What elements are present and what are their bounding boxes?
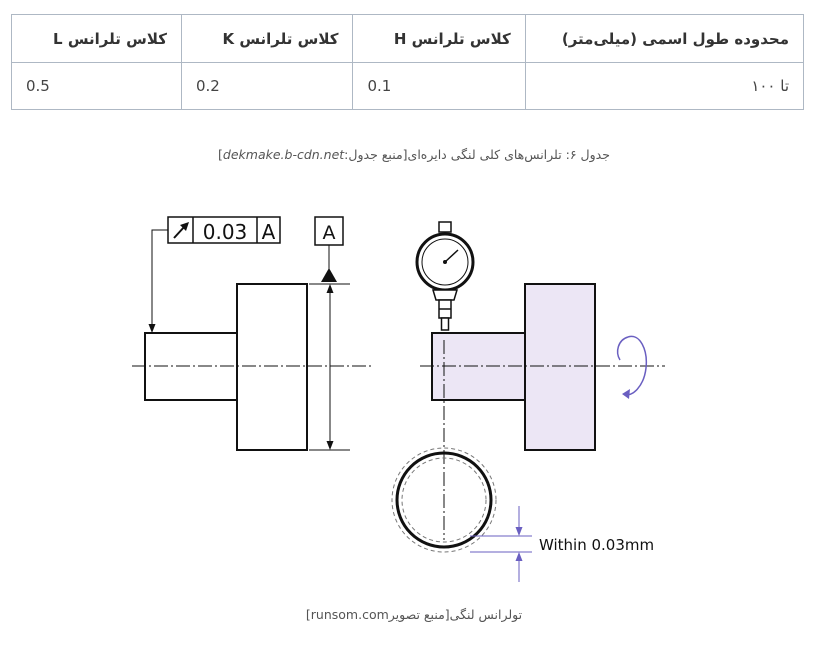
table-caption-end: ] — [218, 147, 223, 162]
fcf-datum: A — [261, 220, 276, 244]
drawing-part-right — [432, 284, 595, 450]
datum-triangle-icon — [321, 268, 337, 282]
cell-class-k: 0.2 — [181, 63, 353, 110]
table-caption-source: dekmake.b-cdn.net — [222, 147, 345, 162]
cell-nominal-length: تا ۱۰۰ — [525, 63, 803, 110]
within-label: Within 0.03mm — [539, 536, 655, 554]
dimension-arrow — [327, 284, 334, 450]
leader-line — [149, 230, 169, 333]
cell-class-h: 0.1 — [353, 63, 525, 110]
header-class-k: کلاس تلرانس K — [181, 15, 353, 63]
header-class-l: کلاس تلرانس L — [12, 15, 182, 63]
datum-label: A — [322, 222, 336, 244]
header-nominal-length: محدوده طول اسمی (میلی‌متر) — [525, 15, 803, 63]
table-header-row — [12, 15, 804, 63]
table-caption-text: جدول ۶: تلرانس‌های کلی لنگی دایره‌ای[منبع جدول: — [344, 147, 610, 162]
fcf-value: 0.03 — [202, 220, 248, 244]
figure-caption: تولرانس لنگی[منبع تصویرrunsom.com] — [305, 607, 523, 622]
tolerance-table — [11, 14, 804, 110]
runout-figure — [0, 180, 828, 590]
within-dimension — [470, 506, 532, 582]
cell-class-l: 0.5 — [12, 63, 182, 110]
dial-indicator-icon — [417, 222, 473, 330]
drawing-part-left — [145, 284, 307, 450]
table-caption — [0, 147, 828, 162]
header-class-h: کلاس تلرانس H — [353, 15, 525, 63]
rotation-arrow-icon — [618, 336, 647, 399]
table-row — [12, 63, 804, 110]
